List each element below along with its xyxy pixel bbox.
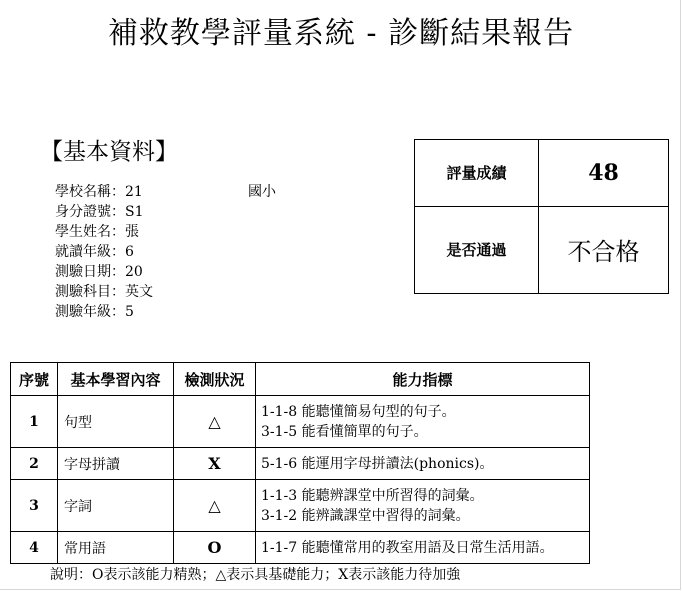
- row-indicators: [256, 532, 590, 564]
- info-label: 就讀年級：: [55, 244, 125, 260]
- row-indicators: [256, 480, 590, 532]
- row-indicators: [256, 396, 590, 448]
- info-value: 英文: [125, 284, 153, 300]
- info-row-id: [55, 202, 153, 222]
- info-row-date: [55, 262, 153, 282]
- row-status: △: [174, 396, 256, 448]
- row-content: 字母拼讀: [58, 448, 174, 480]
- info-label: 測驗年級：: [55, 304, 125, 320]
- row-no: 4: [11, 532, 58, 564]
- indicator-line: 1-1-8 能聽懂簡易句型的句子。: [261, 403, 456, 420]
- info-label: 身分證號：: [55, 204, 125, 220]
- header-no: 序號: [11, 363, 58, 396]
- info-value: 6: [125, 244, 134, 260]
- score-value: 48: [539, 140, 669, 207]
- indicator-line: 1-1-3 能聽辨課堂中所習得的詞彙。: [261, 487, 484, 504]
- info-row-test-grade: [55, 302, 153, 322]
- indicator-line: 3-1-5 能看懂簡單的句子。: [261, 423, 428, 440]
- table-row: [11, 448, 590, 480]
- indicator-line: 3-1-2 能辨識課堂中習得的詞彙。: [261, 507, 470, 524]
- row-status: O: [174, 532, 256, 564]
- page-title: 補救教學評量系統 - 診斷結果報告: [107, 16, 575, 51]
- info-row-name: [55, 222, 153, 242]
- row-content: 字詞: [58, 480, 174, 532]
- table-row: [11, 532, 590, 564]
- indicator-line: 5-1-6 能運用字母拼讀法(phonics)。: [261, 455, 494, 472]
- info-row-subject: [55, 282, 153, 302]
- info-label: 測驗日期：: [55, 264, 125, 280]
- pass-value: 不合格: [539, 206, 669, 293]
- row-content: 句型: [58, 396, 174, 448]
- table-row: [11, 480, 590, 532]
- info-value: 5: [125, 304, 134, 320]
- info-row-grade: [55, 242, 153, 262]
- basic-info-heading: 【基本資料】: [40, 139, 178, 165]
- summary-row-score: [415, 140, 669, 207]
- row-no: 3: [11, 480, 58, 532]
- row-status: X: [174, 448, 256, 480]
- info-label: 測驗科目：: [55, 284, 125, 300]
- row-status: △: [174, 480, 256, 532]
- legend-note: 說明：O表示該能力精熟；△表示具基礎能力；X表示該能力待加強: [50, 567, 461, 583]
- info-value: 20: [125, 264, 143, 280]
- row-indicators: [256, 448, 590, 480]
- info-value: S1: [125, 204, 144, 220]
- summary-row-pass: [415, 206, 669, 293]
- info-label: 學生姓名：: [55, 224, 125, 240]
- school-suffix: 國小: [248, 184, 276, 200]
- info-value: 張: [125, 224, 139, 240]
- row-no: 1: [11, 396, 58, 448]
- basic-info-list: [55, 182, 276, 322]
- summary-table: [414, 139, 669, 294]
- header-indicator: 能力指標: [256, 363, 590, 396]
- score-label: 評量成績: [415, 140, 539, 207]
- indicator-line: 1-1-7 能聽懂常用的教室用語及日常生活用語。: [261, 539, 554, 556]
- row-no: 2: [11, 448, 58, 480]
- header-status: 檢測狀況: [174, 363, 256, 396]
- table-row: [11, 396, 590, 448]
- pass-label: 是否通過: [415, 206, 539, 293]
- info-label: 學校名稱：: [55, 184, 125, 200]
- header-content: 基本學習內容: [58, 363, 174, 396]
- info-value: 21: [125, 184, 143, 200]
- row-content: 常用語: [58, 532, 174, 564]
- table-header-row: [11, 363, 590, 396]
- info-row-school: [55, 182, 276, 202]
- diagnosis-table: [10, 362, 590, 564]
